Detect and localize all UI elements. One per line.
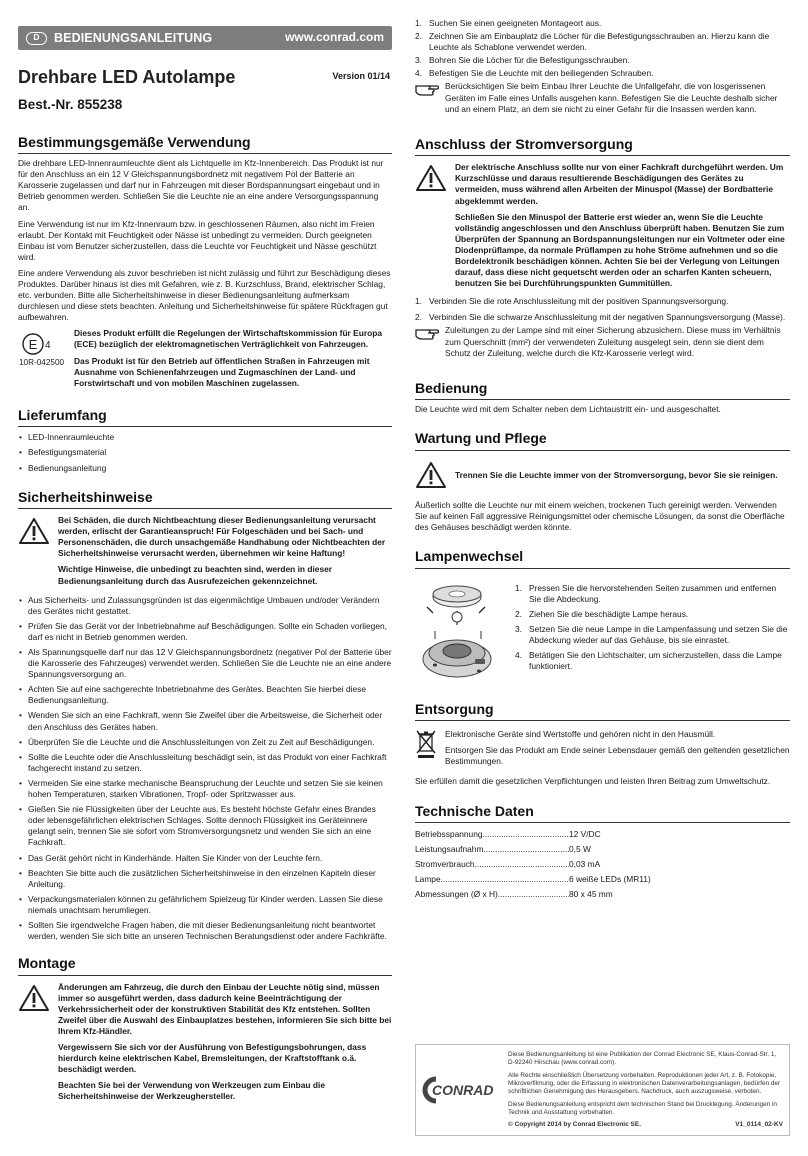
list-item: • Sollte die Leuchte oder die Anschlussleitung beschädigt sein, ist das Produkt von einer Fachkraft fachgerecht instand zu setzen. bbox=[18, 752, 392, 774]
anschluss-warning bbox=[415, 162, 790, 294]
list-item: • LED-Innenraumleuchte bbox=[18, 432, 392, 443]
montage-warn-p2: Vergewissern Sie sich vor der Ausführung von Befestigungsbohrungen, dass hierdurch keine elektrischen Kabel, Bremsleitungen, der Kraftstofftank o.ä. beschädigt werden. bbox=[58, 1042, 367, 1075]
table-row: Abmessungen (Ø x H) ..... 80 x 45 mm bbox=[415, 889, 790, 900]
heading-lieferumfang: Lieferumfang bbox=[18, 406, 392, 427]
list-item: • Das Gerät gehört nicht in Kinderhände. Halten Sie Kinder von der Leuchte fern. bbox=[18, 853, 392, 864]
anschluss-warn-p1: Der elektrische Anschluss sollte nur von einer Fachkraft durchgeführt werden. Um Kurzschlüsse und daraus resultierende Beschädigungen des Gerätes zu vermeiden, muss während allen Arbeiten der Minuspol (Masse) der Bordbatterie abgeklemmt werden. bbox=[455, 162, 784, 206]
crossed-bin-icon bbox=[415, 729, 437, 772]
montage-warning bbox=[18, 982, 392, 1108]
list-item: 2. Zeichnen Sie am Einbauplatz die Löcher für die Befestigungsschrauben an. Hierzu kann die Leuchte als Schablone verwendet werden. bbox=[415, 31, 770, 53]
pointing-hand-icon bbox=[415, 81, 439, 100]
lampenwechsel-steps bbox=[515, 577, 790, 690]
list-item: • Beachten Sie bitte auch die zusätzlichen Sicherheitshinweise in den einzelnen Kapiteln dieser Anleitung. bbox=[18, 868, 392, 890]
publisher-box bbox=[415, 1044, 790, 1136]
sicherheit-warn: Bei Schäden, die durch Nichtbeachtung dieser Bedienungsanleitung verursacht werden, erlischt der Garantieanspruch! Für Folgeschäden und bei Sach- und Personenschäden, die durch unsachgemäße Handhabung oder Nichtbeachten der Sicherheitshinweise verursacht werden, übernehmen wir keine Haftung! bbox=[58, 515, 386, 559]
warning-icon bbox=[18, 982, 50, 1108]
heading-sicherheit: Sicherheitshinweise bbox=[18, 488, 392, 509]
list-item: • Prüfen Sie das Gerät vor der Inbetriebnahme auf Beschädigungen. Sollte ein Schaden vorliegen, darf es nicht in Betrieb genommen werden. bbox=[18, 621, 392, 643]
list-item: • Sollten Sie irgendwelche Fragen haben, die mit dieser Bedienungsanleitung nicht beantwortet werden, wenden Sie sich bitte an unseren Technischen Beratungsdienst oder andere Fachkräfte. bbox=[18, 920, 392, 942]
anschluss-note-text: Zuleitungen zu der Lampe sind mit einer Sicherung abzusichern. Diese muss im Verhältnis zum Querschnitt (mm²) der verwendeten Zuleitung ausgelegt sein, denn sie dient dem Schutz der Zuleitung, welche durch die Kfz-Karosserie verlegt wird. bbox=[445, 325, 781, 358]
anschluss-steps bbox=[415, 296, 790, 323]
list-item: • Verpackungsmaterialen können zu gefährlichem Spielzeug für Kinder werden. Lassen Sie diese niemals unachtsam herumliegen. bbox=[18, 894, 392, 916]
lamp-illustration bbox=[415, 577, 507, 690]
entsorgung-p2: Entsorgen Sie das Produkt am Ende seiner Lebensdauer gemäß den geltenden gesetzlichen Bestimmungen. bbox=[445, 745, 790, 767]
heading-montage: Montage bbox=[18, 954, 392, 975]
bestimmung-p2: Eine Verwendung ist nur im Kfz-Innenraum bzw. in geschlossenen Räumen, also nicht im Freien erlaubt. Der Kontakt mit Feuchtigkeit oder Nässe ist unbedingt zu vermeiden. Durch geeigneten Einbau ist vom Benutzer sicherzustellen, dass die Leuchte vor Feuchtigkeit und Nässe geschützt wird. bbox=[18, 218, 377, 262]
list-item: • Bedienungsanleitung bbox=[18, 463, 392, 474]
table-row: Leistungsaufnahm ..... 0,5 W bbox=[415, 844, 790, 855]
banner-url[interactable]: www.conrad.com bbox=[285, 30, 384, 45]
list-item: 2. Verbinden Sie die schwarze Anschlussleitung mit der negativen Spannungsversorgung (Masse). bbox=[415, 312, 786, 323]
left-column bbox=[18, 26, 392, 1108]
ece-mark bbox=[18, 328, 66, 393]
montage-note-text: Berücksichtigen Sie beim Einbau Ihrer Leuchte die Unfallgefahr, die von losgerissenen Geräten im Falle eines Unfalls ausgehen kann. Befestigen Sie die Leuchte deshalb sicher und an einem Platz, an dem sie nicht zu einer Gefahr für die Insassen werden kann. bbox=[445, 81, 778, 114]
order-number: Best.-Nr. 855238 bbox=[18, 96, 123, 112]
bestimmung-p1: Die drehbare LED-Innenraumleuchte dient als Lichtquelle im Kfz-Innenbereich. Das Produkt ist nur für den Anschluss an ein 12 V Gleichspannungsbordnetz mit negativem Pol der Batterie an Karosserie zugelassen und darf nur in Fahrzeugen mit dieser Bordspannungsart eingebaut und in Betrieb genommen werden. Schließen Sie die Leuchte nie an eine andere Versorgungsspannung an. bbox=[18, 158, 384, 213]
montage-warn-p1: Änderungen am Fahrzeug, die durch den Einbau der Leuchte nötig sind, müssen immer so ausgeführt werden, dass dadurch keine Beeinträchtigung der Verkehrssicherheit oder der konstruktiven Stabilität des Kfz entstehen. Sollten Zweifel über die Auswahl des Einbauplatzes bestehen, informieren Sie sich bitte bei Ihrem Kfz-Händler. bbox=[58, 981, 392, 1037]
wartung-text: Äußerlich sollte die Leuchte nur mit einem weichen, trockenen Tuch gereinigt werden. Verwenden Sie auf keinen Fall aggressive Reinigungsmittel oder chemische Lösungen, da sonst die Oberfläche des Gehäuses beschädigt werden könnte. bbox=[415, 499, 785, 533]
bestimmung-p3: Eine andere Verwendung als zuvor beschrieben ist nicht zulässig und führt zur Beschädigung dieses Produktes. Darüber hinaus ist dies mit Gefahren, wie z. B. Kurzschluss, Brand, elektrischer Schlag, etc. verbunden. Bitte alle Sicherheitshinweise in dieser Bedienungsanleitung aufmerksam durchlesen und diese stets beachten. Anleitung und Sicherheitshinweise für spätere Rückfragen gut aufbewahren. bbox=[18, 267, 391, 323]
tech-data-table bbox=[415, 829, 790, 900]
table-row: Lampe ..... 6 weiße LEDs (MR11) bbox=[415, 874, 790, 885]
page-title: Drehbare LED Autolampe bbox=[18, 67, 236, 87]
copyright: © Copyright 2014 by Conrad Electronic SE. bbox=[508, 1121, 642, 1129]
publisher-p2: Alle Rechte einschließlich Übersetzung vorbehalten. Reproduktionen jeder Art, z. B. Fotokopie, Mikroverfilmung, oder die Erfassung in elektronischen Datenverarbeitungsanlagen, bedürfen der schriftlichen Genehmigung des Herausgebers. Nachdruck, auch auszugsweise, verboten. bbox=[508, 1071, 781, 1096]
list-item: 3. Bohren Sie die Löcher für die Befestigungsschrauben. bbox=[415, 55, 630, 66]
list-item: 4. Betätigen Sie den Lichtschalter, um sicherzustellen, dass die Lampe funktioniert. bbox=[515, 650, 782, 672]
wartung-warn-text: Trennen Sie die Leuchte immer von der Stromversorgung, bevor Sie sie reinigen. bbox=[455, 469, 778, 480]
conrad-logo bbox=[416, 1045, 508, 1135]
right-column bbox=[415, 18, 790, 904]
list-item: • Befestigungsmaterial bbox=[18, 447, 392, 458]
anschluss-note bbox=[415, 325, 790, 358]
montage-warn-p3: Beachten Sie bei der Verwendung von Werkzeugen zum Einbau die Sicherheitshinweise der Werkzeughersteller. bbox=[58, 1080, 325, 1102]
ece-number: 4 bbox=[45, 340, 51, 352]
entsorgung-block bbox=[415, 729, 790, 772]
list-item: • Gießen Sie nie Flüssigkeiten über der Leuchte aus. Es besteht höchste Gefahr eines Brandes oder lebensgefährlichen elektrischen Schlages. Sollte dennoch Flüssigkeit ins Geräteinnere gelangt sein, trennen Sie sie sofort vom Stromversorgungsnetz und wenden Sie sich an eine Fachkraft. bbox=[18, 804, 392, 848]
list-item: • Vermeiden Sie eine starke mechanische Beanspruchung der Leuchte und setzen Sie sie keinen hohen Temperaturen, starken Vibrationen, Tropf- oder Spritzwasser aus. bbox=[18, 778, 392, 800]
sicherheit-warn2: Wichtige Hinweise, die unbedingt zu beachten sind, werden in dieser Bedienungsanleitung durch das Ausrufezeichen gekennzeichnet. bbox=[58, 564, 333, 586]
entsorgung-p1: Elektronische Geräte sind Wertstoffe und gehören nicht in den Hausmüll. bbox=[445, 729, 716, 740]
banner-label: BEDIENUNGSANLEITUNG bbox=[54, 30, 213, 45]
doc-code: V1_0114_02-KV bbox=[735, 1121, 783, 1129]
list-item: 4. Befestigen Sie die Leuchte mit den beiliegenden Schrauben. bbox=[415, 68, 654, 79]
anschluss-warn-p2: Schließen Sie den Minuspol der Batterie erst wieder an, wenn Sie die Leuchte vollständig angeschlossen und den Anschluss überprüft haben. Benutzen Sie zum Überprüfen der Spannung an Bordspannungsleitungen nur ein Voltmeter oder eine Diodenprüflampe, da normale Prüflampen zu hohe Ströme aufnehmen und so die Bordelektronik beschädigen können. Achten Sie bei der Verlegung von Leitungen darauf, dass diese nicht gequetscht werden oder an scharfen Kanten scheuern, benutzen Sie bei Durchführungspunkten Gummitüllen. bbox=[455, 211, 785, 289]
ece-e-letter: E bbox=[28, 337, 38, 353]
sicherheit-list bbox=[18, 595, 392, 943]
heading-technische-daten: Technische Daten bbox=[415, 802, 790, 823]
version-label: Version 01/14 bbox=[332, 71, 390, 81]
heading-anschluss: Anschluss der Stromversorgung bbox=[415, 135, 790, 156]
list-item: 1. Suchen Sie einen geeigneten Montageort aus. bbox=[415, 18, 602, 28]
list-item: • Als Spannungsquelle darf nur das 12 V Gleichspannungsbordnetz (negativer Pol der Batterie über die Karosserie des Fahrzeuges) verwendet werden. Schließen Sie die Leuchte nie an eine andere Spannungsversorgung an. bbox=[18, 647, 392, 680]
montage-note bbox=[415, 81, 790, 114]
list-item: 3. Setzen Sie die neue Lampe in die Lampenfassung und setzen Sie die Abdeckung wieder auf das Gehäuse, bis sie einrastet. bbox=[515, 623, 788, 645]
warning-icon bbox=[415, 162, 447, 294]
header-banner bbox=[18, 26, 392, 50]
ece-p2: Das Produkt ist für den Betrieb auf öffentlichen Straßen in Fahrzeugen mit Ausnahme von Schienenfahrzeugen und Zugmaschinen der Land- und Forstwirtschaft und von mobilen Maschinen zugelassen. bbox=[74, 355, 370, 388]
warning-icon bbox=[415, 459, 447, 492]
entsorgung-p3: Sie erfüllen damit die gesetzlichen Verpflichtungen und leisten Ihren Beitrag zum Umweltschutz. bbox=[415, 776, 771, 787]
ece-code: 10R-042500 bbox=[19, 358, 65, 368]
table-row: Betriebsspannung ..... 12 V/DC bbox=[415, 829, 790, 840]
pointing-hand-icon bbox=[415, 325, 439, 344]
list-item: • Wenden Sie sich an eine Fachkraft, wenn Sie Zweifel über die Arbeitsweise, die Sicherheit oder den Anschluss des Gerätes haben. bbox=[18, 710, 392, 732]
list-item: 1. Pressen Sie die hervorstehenden Seiten zusammen und entfernen Sie die Abdeckung. bbox=[515, 582, 777, 604]
list-item: • Aus Sicherheits- und Zulassungsgründen ist das eigenmächtige Umbauen und/oder Verändern des Gerätes nicht gestattet. bbox=[18, 595, 392, 617]
heading-bestimmung: Bestimmungsgemäße Verwendung bbox=[18, 133, 392, 154]
lieferumfang-list bbox=[18, 432, 392, 473]
list-item: 2. Ziehen Sie die beschädigte Lampe heraus. bbox=[515, 608, 689, 619]
list-item: • Überprüfen Sie die Leuchte und die Anschlussleitungen von Zeit zu Zeit auf Beschädigungen. bbox=[18, 737, 392, 748]
heading-lampenwechsel: Lampenwechsel bbox=[415, 547, 790, 568]
lampenwechsel-block bbox=[415, 577, 790, 690]
bedienung-text: Die Leuchte wird mit dem Schalter neben dem Lichtaustritt ein- und ausgeschaltet. bbox=[415, 404, 721, 415]
ece-e4-icon bbox=[18, 328, 66, 368]
publisher-p3: Diese Bedienungsanleitung entspricht dem technischen Stand bei Drucklegung. Änderungen in Technik und Ausstattung vorbehalten. bbox=[508, 1100, 777, 1116]
list-item: 1. Verbinden Sie die rote Anschlussleitung mit der positiven Spannungsversorgung. bbox=[415, 296, 729, 307]
ece-block bbox=[18, 328, 392, 393]
logo-text: CONRAD bbox=[432, 1082, 494, 1098]
table-row: Stromverbrauch ..... 0,03 mA bbox=[415, 859, 790, 870]
warning-icon bbox=[18, 515, 50, 592]
ece-p1: Dieses Produkt erfüllt die Regelungen der Wirtschaftskommission für Europa (ECE) bezüglich der elektromagnetischen Verträglichkeit von Fahrzeugen. bbox=[74, 328, 382, 350]
publisher-p1: Diese Bedienungsanleitung ist eine Publikation der Conrad Electronic SE, Klaus-Conrad-Str. 1, D-92240 Hirschau (www.conrad.com). bbox=[508, 1051, 777, 1067]
sicherheit-warning bbox=[18, 515, 392, 592]
heading-bedienung: Bedienung bbox=[415, 379, 790, 400]
list-item: • Achten Sie auf eine sachgerechte Inbetriebnahme des Gerätes. Beachten Sie hierbei diese Bedienungsanleitung. bbox=[18, 684, 392, 706]
heading-wartung: Wartung und Pflege bbox=[415, 429, 790, 450]
country-badge: D bbox=[26, 32, 47, 45]
montage-steps bbox=[415, 18, 790, 79]
heading-entsorgung: Entsorgung bbox=[415, 700, 790, 721]
wartung-warning bbox=[415, 459, 790, 492]
